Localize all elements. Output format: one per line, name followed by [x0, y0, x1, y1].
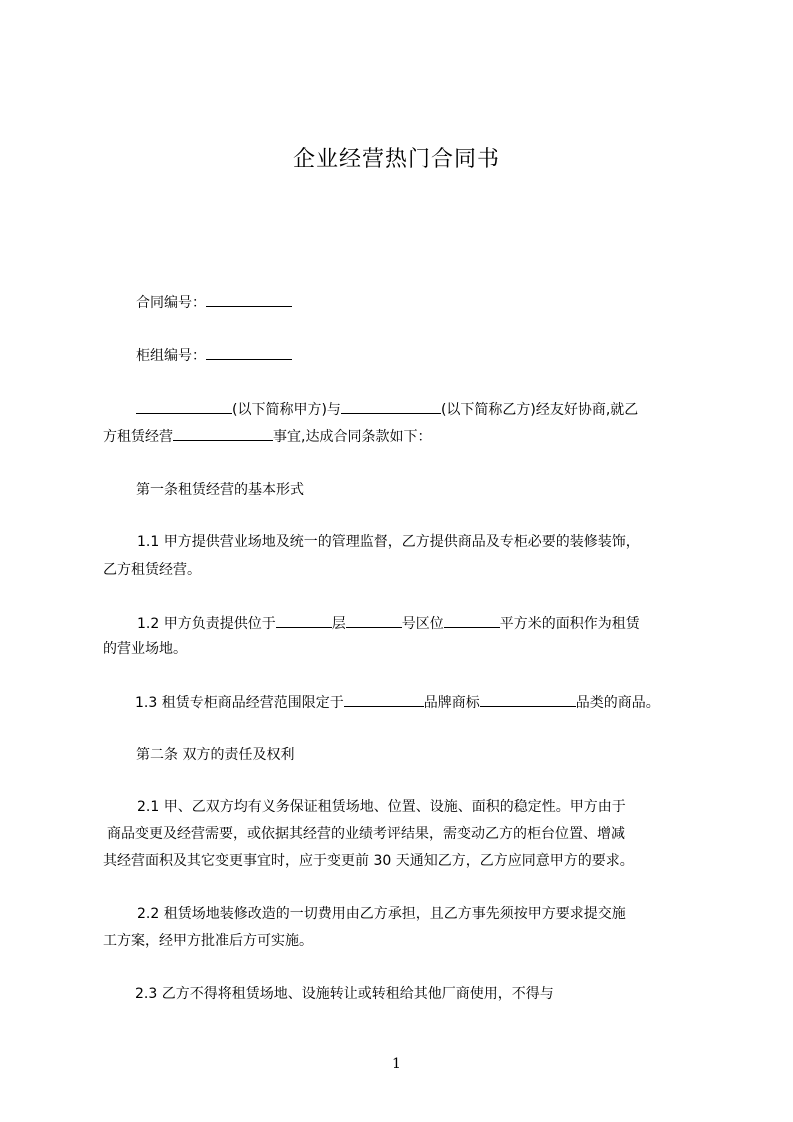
- document-title: 企业经营热门合同书: [292, 147, 500, 172]
- intro-line-2: [103, 426, 431, 446]
- contract-number-blank[interactable]: [206, 292, 292, 307]
- party-a-blank[interactable]: [136, 399, 232, 414]
- page-number: 1: [392, 1056, 401, 1072]
- clause-2-1-line-1: 2.1 甲、乙双方均有义务保证租赁场地、位置、设施、面积的稳定性。甲方由于: [137, 799, 626, 815]
- contract-number-label: 合同编号：: [136, 295, 206, 311]
- clause-1-2-text-a: 1.2 甲方负责提供位于: [137, 616, 276, 632]
- clause-1-3-line-1: [135, 692, 660, 712]
- floor-blank[interactable]: [276, 613, 332, 628]
- intro-text-1b: (以下简称乙方)经友好协商,就乙: [440, 402, 639, 418]
- counter-number-blank[interactable]: [206, 345, 292, 360]
- clause-1-3-text-c: 品类的商品。: [575, 695, 660, 711]
- clause-1-2-line-2: 的营业场地。: [103, 641, 187, 657]
- area-blank[interactable]: [444, 613, 500, 628]
- clause-2-2-line-1: 2.2 租赁场地装修改造的一切费用由乙方承担，且乙方事先须按甲方要求提交施: [137, 906, 626, 922]
- intro-text-2b: 事宜,达成合同条款如下：: [273, 429, 432, 445]
- intro-line-1: [136, 399, 638, 419]
- counter-number-line: [136, 345, 292, 365]
- clause-1-2-text-c: 号区位: [401, 616, 444, 632]
- counter-number-label: 柜组编号：: [136, 348, 206, 364]
- intro-text-2a: 方租赁经营: [103, 429, 173, 445]
- clause-1-2-text-b: 层: [331, 616, 346, 632]
- party-b-blank[interactable]: [341, 399, 441, 414]
- contract-number-line: [136, 292, 292, 312]
- clause-2-1-line-2: 商品变更及经营需要，或依据其经营的业绩考评结果，需变动乙方的柜台位置、增减: [107, 826, 625, 842]
- zone-number-blank[interactable]: [346, 613, 402, 628]
- clause-1-3-text-b: 品牌商标: [423, 695, 480, 711]
- intro-text-1a: (以下简称甲方)与: [232, 402, 341, 418]
- clause-2-3-line-1: 2.3 乙方不得将租赁场地、设施转让或转租给其他厂商使用，不得与: [135, 986, 554, 1002]
- clause-2-2-line-2: 工方案，经甲方批准后方可实施。: [103, 933, 313, 949]
- category-blank[interactable]: [480, 692, 576, 707]
- clause-1-2-line-1: [137, 613, 640, 633]
- clause-1-1-line-1: 1.1 甲方提供营业场地及统一的管理监督，乙方提供商品及专柜必要的装修装饰，: [137, 534, 640, 550]
- article-2-heading: 第二条 双方的责任及权利: [136, 747, 295, 763]
- clause-1-3-text-a: 1.3 租赁专柜商品经营范围限定于: [135, 695, 344, 711]
- brand-blank[interactable]: [344, 692, 424, 707]
- article-1-heading: 第一条租赁经营的基本形式: [136, 482, 304, 498]
- clause-1-2-text-d: 平方米的面积作为租赁: [499, 616, 640, 632]
- clause-2-1-line-3: 其经营面积及其它变更事宜时，应于变更前 30 天通知乙方，乙方应同意甲方的要求。: [103, 853, 634, 869]
- clause-1-1-line-2: 乙方租赁经营。: [103, 562, 201, 578]
- lease-item-blank[interactable]: [173, 426, 273, 441]
